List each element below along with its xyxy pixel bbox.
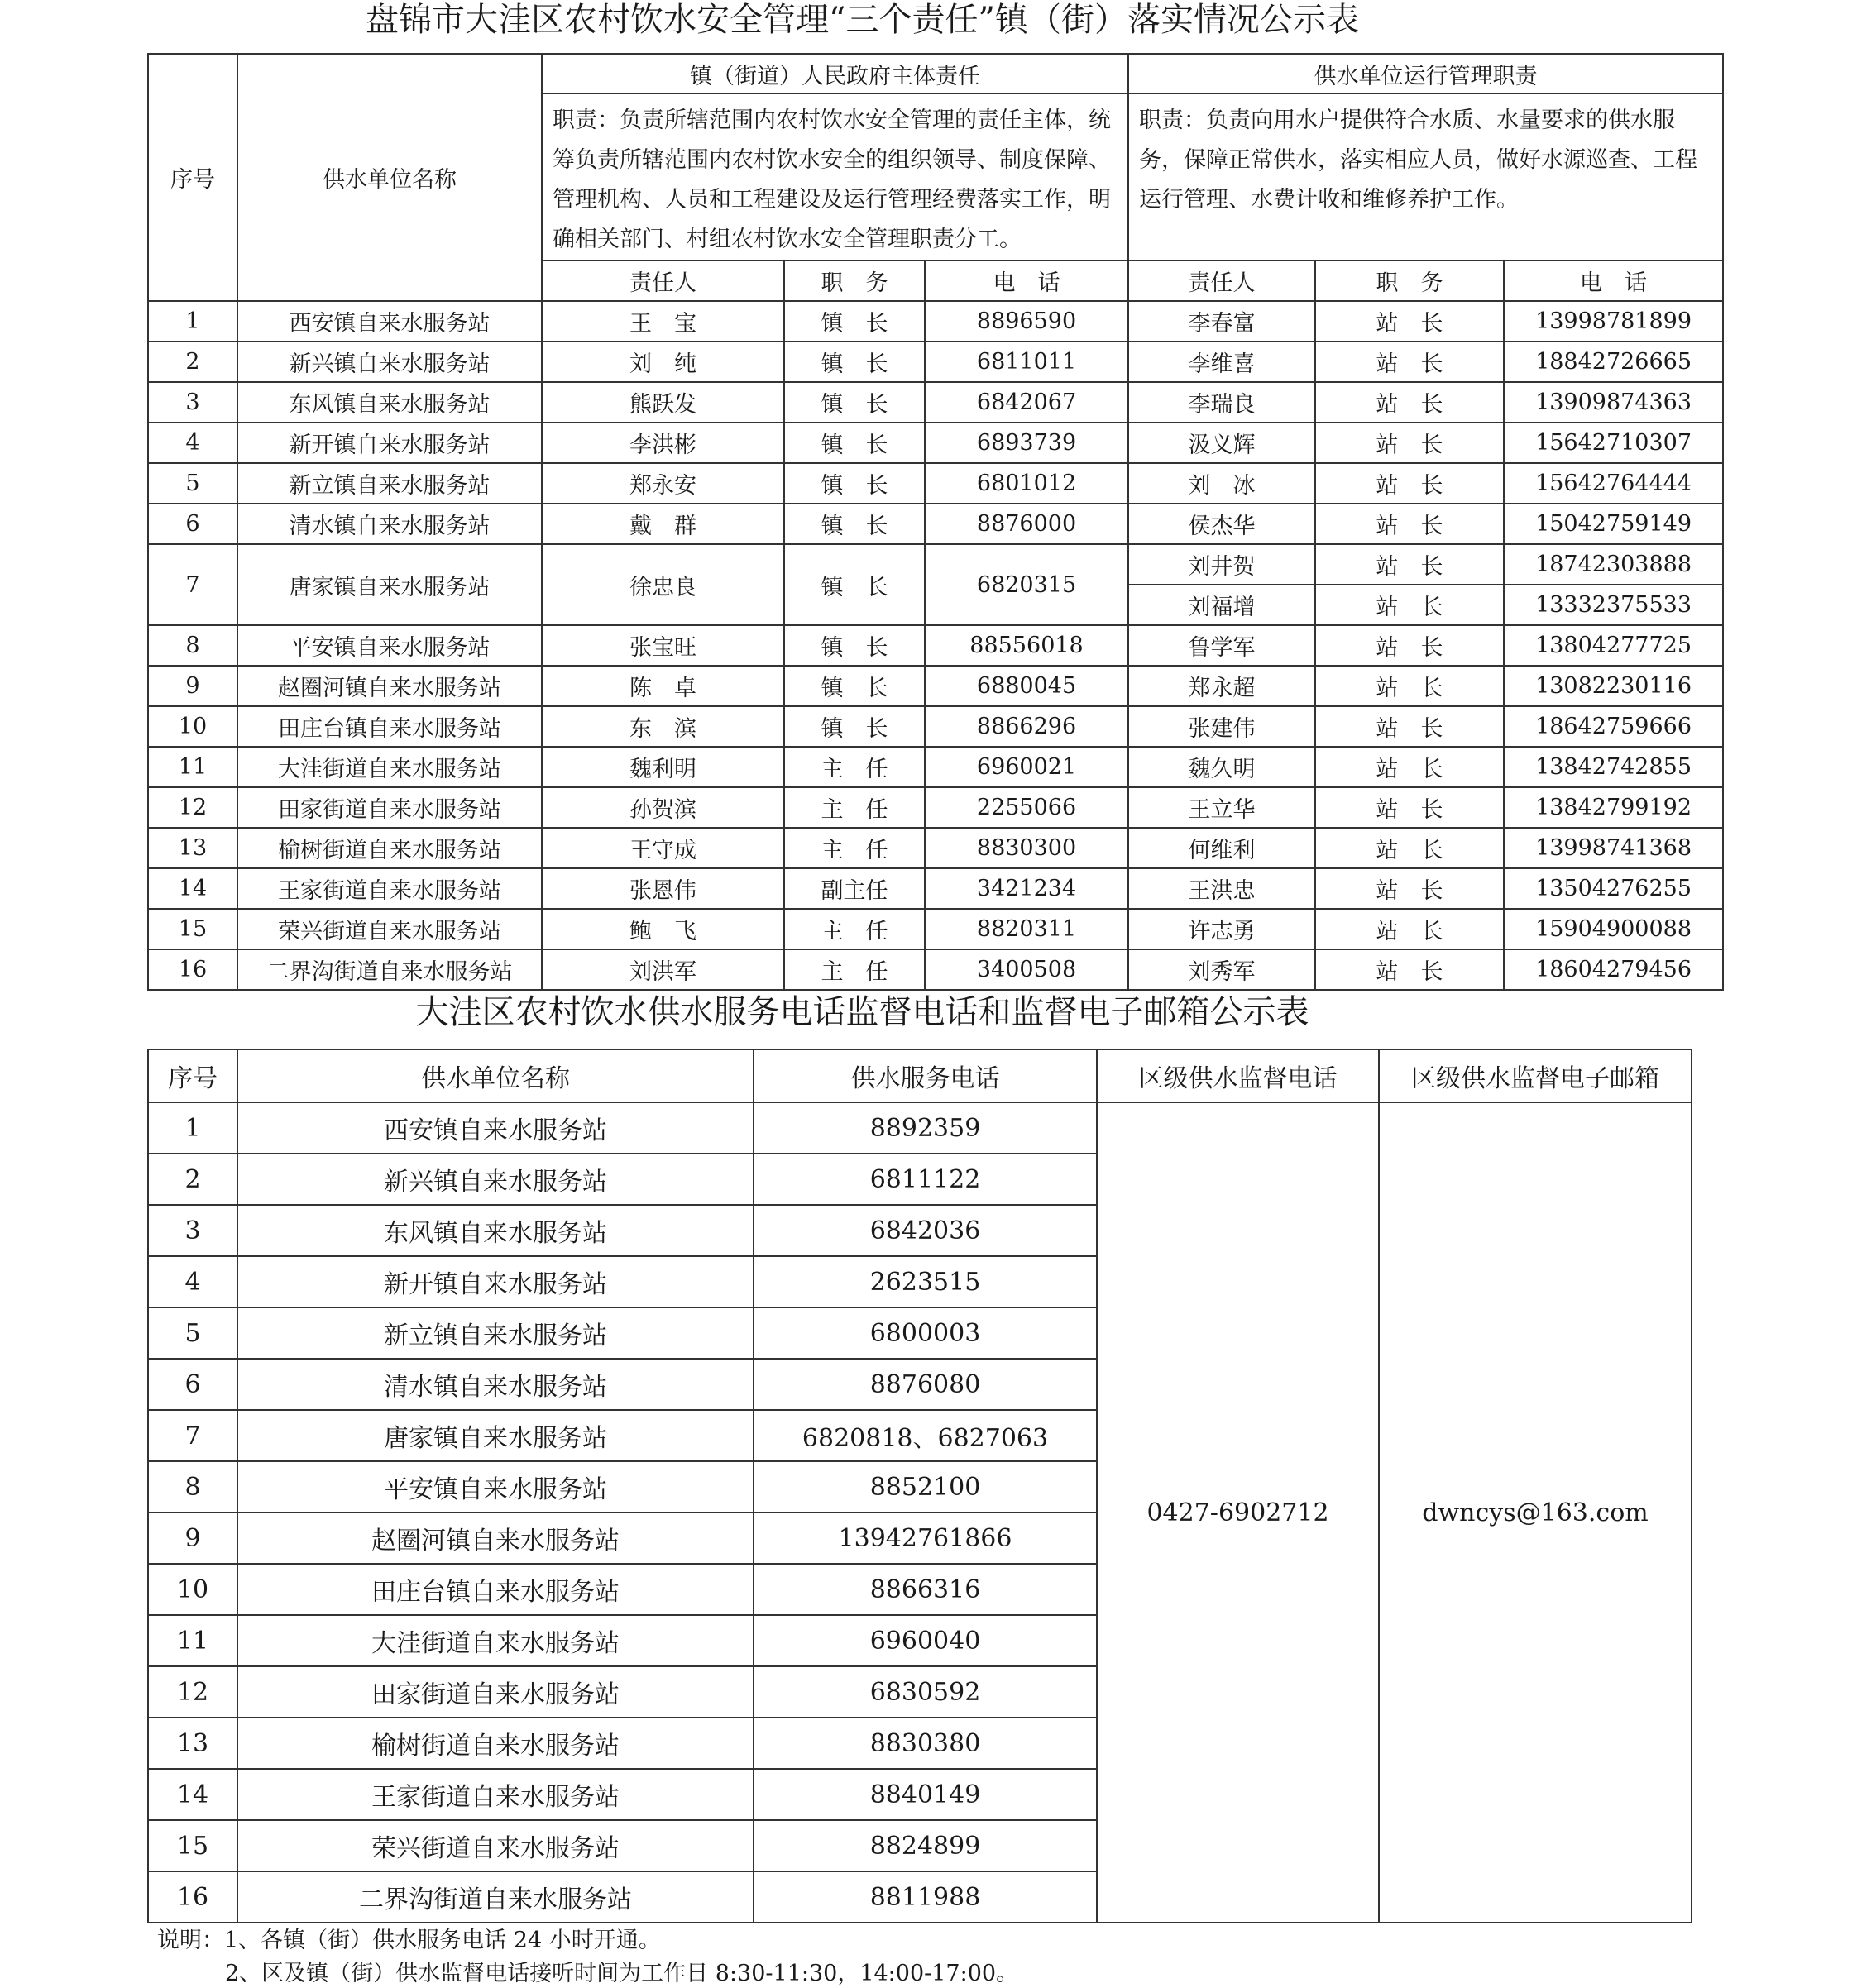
row-supply-title: 站 长	[1315, 909, 1504, 949]
supply-duty-text: 职责：负责向用水户提供符合水质、水量要求的供水服务，保障正常供水，落实相应人员，做好水源巡查、工程运行管理、水费计收和维修养护工作。	[1128, 93, 1723, 260]
header-gov-phone: 电 话	[925, 260, 1128, 301]
row-seq: 13	[148, 828, 237, 868]
row-gov-person: 刘洪军	[542, 949, 784, 990]
row-service-phone: 6811122	[754, 1154, 1097, 1205]
header-gov-title: 职 务	[784, 260, 925, 301]
header-supply-group: 供水单位运行管理职责	[1128, 54, 1723, 93]
row-supply-person: 刘井贺	[1128, 544, 1315, 585]
row-supply-phone: 15042759149	[1504, 504, 1723, 544]
row-gov-title: 副主任	[784, 868, 925, 909]
row-service-phone: 13942761866	[754, 1513, 1097, 1564]
row-gov-person: 戴 群	[542, 504, 784, 544]
row-gov-person: 东 滨	[542, 706, 784, 747]
row-gov-person: 刘 纯	[542, 342, 784, 382]
table-row	[148, 949, 1723, 990]
row-unit-name: 平安镇自来水服务站	[237, 1461, 754, 1513]
row-supply-phone: 18604279456	[1504, 949, 1723, 990]
row-supply-person: 刘福增	[1128, 585, 1315, 625]
row-seq: 4	[148, 423, 237, 463]
gov-duty-text: 职责：负责所辖范围内农村饮水安全管理的责任主体，统筹负责所辖范围内农村饮水安全的组织领导、制度保障、管理机构、人员和工程建设及运行管理经费落实工作，明确相关部门、村组农村饮水安全管理职责分工。	[542, 93, 1128, 260]
row-seq: 15	[148, 1820, 237, 1871]
row-seq: 14	[148, 868, 237, 909]
row-service-phone: 8840149	[754, 1769, 1097, 1820]
row-supply-phone: 18742303888	[1504, 544, 1723, 585]
header-gov-person: 责任人	[542, 260, 784, 301]
row-supply-title: 站 长	[1315, 747, 1504, 787]
row-gov-title: 主 任	[784, 949, 925, 990]
row-gov-person: 李洪彬	[542, 423, 784, 463]
row-gov-phone: 8830300	[925, 828, 1128, 868]
row-seq: 12	[148, 787, 237, 828]
row-supply-title: 站 长	[1315, 544, 1504, 585]
row-unit-name: 荣兴街道自来水服务站	[237, 1820, 754, 1871]
table-row	[148, 463, 1723, 504]
row-seq: 1	[148, 1102, 237, 1154]
header-supervise-email: 区级供水监督电子邮箱	[1379, 1049, 1692, 1102]
header-supply-title: 职 务	[1315, 260, 1504, 301]
supervise-phone: 0427-6902712	[1097, 1102, 1379, 1923]
row-supply-title: 站 长	[1315, 382, 1504, 423]
row-supply-title: 站 长	[1315, 787, 1504, 828]
table-row	[148, 544, 1723, 585]
table-row	[148, 301, 1723, 342]
row-seq: 3	[148, 1205, 237, 1256]
row-supply-person: 侯杰华	[1128, 504, 1315, 544]
row-supply-title: 站 长	[1315, 868, 1504, 909]
row-seq: 9	[148, 666, 237, 706]
row-unit-name: 唐家镇自来水服务站	[237, 544, 542, 625]
row-unit-name: 榆树街道自来水服务站	[237, 1718, 754, 1769]
row-supply-phone: 13332375533	[1504, 585, 1723, 625]
row-service-phone: 8824899	[754, 1820, 1097, 1871]
note-line-1: 说明：1、各镇（街）供水服务电话 24 小时开通。	[157, 1928, 661, 1953]
row-supply-person: 汲义辉	[1128, 423, 1315, 463]
row-gov-title: 镇 长	[784, 504, 925, 544]
row-gov-person: 徐忠良	[542, 544, 784, 625]
row-supply-title: 站 长	[1315, 504, 1504, 544]
row-seq: 4	[148, 1256, 237, 1307]
row-seq: 6	[148, 1359, 237, 1410]
row-supply-title: 站 长	[1315, 666, 1504, 706]
row-gov-phone: 6893739	[925, 423, 1128, 463]
row-supply-phone: 15642710307	[1504, 423, 1723, 463]
row-seq: 16	[148, 949, 237, 990]
row-gov-phone: 6811011	[925, 342, 1128, 382]
header-seq: 序号	[148, 54, 237, 301]
header-supervise-phone: 区级供水监督电话	[1097, 1049, 1379, 1102]
responsibility-table	[147, 53, 1724, 991]
row-seq: 15	[148, 909, 237, 949]
row-unit-name: 东风镇自来水服务站	[237, 382, 542, 423]
row-gov-person: 王守成	[542, 828, 784, 868]
row-gov-title: 镇 长	[784, 301, 925, 342]
row-supply-title: 站 长	[1315, 828, 1504, 868]
row-gov-person: 孙贺滨	[542, 787, 784, 828]
row-service-phone: 8866316	[754, 1564, 1097, 1615]
row-seq: 7	[148, 1410, 237, 1461]
table-row	[148, 787, 1723, 828]
row-supply-person: 何维利	[1128, 828, 1315, 868]
header-seq: 序号	[148, 1049, 237, 1102]
row-unit-name: 田庄台镇自来水服务站	[237, 1564, 754, 1615]
table-row	[148, 423, 1723, 463]
row-supply-phone: 13842799192	[1504, 787, 1723, 828]
row-supply-person: 李瑞良	[1128, 382, 1315, 423]
row-seq: 10	[148, 1564, 237, 1615]
row-unit-name: 王家街道自来水服务站	[237, 868, 542, 909]
row-supply-title: 站 长	[1315, 585, 1504, 625]
row-seq: 9	[148, 1513, 237, 1564]
row-supply-person: 刘秀军	[1128, 949, 1315, 990]
row-gov-phone: 6842067	[925, 382, 1128, 423]
row-gov-title: 镇 长	[784, 706, 925, 747]
table-row	[148, 706, 1723, 747]
row-unit-name: 赵圈河镇自来水服务站	[237, 666, 542, 706]
row-gov-phone: 8876000	[925, 504, 1128, 544]
row-gov-title: 镇 长	[784, 544, 925, 625]
row-supply-person: 郑永超	[1128, 666, 1315, 706]
row-unit-name: 新开镇自来水服务站	[237, 423, 542, 463]
row-gov-title: 镇 长	[784, 625, 925, 666]
row-supply-person: 许志勇	[1128, 909, 1315, 949]
row-gov-phone: 6801012	[925, 463, 1128, 504]
row-supply-person: 魏久明	[1128, 747, 1315, 787]
row-service-phone: 8876080	[754, 1359, 1097, 1410]
row-supply-phone: 13804277725	[1504, 625, 1723, 666]
row-gov-title: 主 任	[784, 909, 925, 949]
header-unit: 供水单位名称	[237, 1049, 754, 1102]
row-seq: 1	[148, 301, 237, 342]
row-seq: 10	[148, 706, 237, 747]
row-seq: 14	[148, 1769, 237, 1820]
row-supply-title: 站 长	[1315, 949, 1504, 990]
row-unit-name: 榆树街道自来水服务站	[237, 828, 542, 868]
service-phone-table	[147, 1049, 1692, 1923]
row-gov-phone: 8820311	[925, 909, 1128, 949]
row-supply-phone: 18842726665	[1504, 342, 1723, 382]
row-unit-name: 新兴镇自来水服务站	[237, 342, 542, 382]
row-gov-title: 主 任	[784, 787, 925, 828]
row-unit-name: 清水镇自来水服务站	[237, 1359, 754, 1410]
row-seq: 8	[148, 1461, 237, 1513]
row-gov-phone: 8896590	[925, 301, 1128, 342]
row-supply-phone: 13998781899	[1504, 301, 1723, 342]
row-unit-name: 东风镇自来水服务站	[237, 1205, 754, 1256]
row-service-phone: 8830380	[754, 1718, 1097, 1769]
table-row	[148, 504, 1723, 544]
row-seq: 3	[148, 382, 237, 423]
row-gov-phone: 6960021	[925, 747, 1128, 787]
table1-title: 盘锦市大洼区农村饮水安全管理“三个责任”镇（街）落实情况公示表	[366, 1, 1359, 39]
header-supply-person: 责任人	[1128, 260, 1315, 301]
row-unit-name: 大洼街道自来水服务站	[237, 747, 542, 787]
row-gov-title: 镇 长	[784, 666, 925, 706]
row-service-phone: 8811988	[754, 1871, 1097, 1923]
row-gov-phone: 88556018	[925, 625, 1128, 666]
row-service-phone: 2623515	[754, 1256, 1097, 1307]
row-unit-name: 荣兴街道自来水服务站	[237, 909, 542, 949]
row-gov-person: 陈 卓	[542, 666, 784, 706]
row-gov-title: 镇 长	[784, 423, 925, 463]
row-unit-name: 西安镇自来水服务站	[237, 1102, 754, 1154]
row-unit-name: 王家街道自来水服务站	[237, 1769, 754, 1820]
row-unit-name: 田家街道自来水服务站	[237, 1666, 754, 1718]
row-gov-phone: 3421234	[925, 868, 1128, 909]
row-seq: 8	[148, 625, 237, 666]
row-seq: 5	[148, 463, 237, 504]
row-seq: 16	[148, 1871, 237, 1923]
row-supply-person: 王洪忠	[1128, 868, 1315, 909]
row-gov-phone: 6820315	[925, 544, 1128, 625]
row-supply-person: 王立华	[1128, 787, 1315, 828]
row-seq: 5	[148, 1307, 237, 1359]
row-unit-name: 唐家镇自来水服务站	[237, 1410, 754, 1461]
row-seq: 13	[148, 1718, 237, 1769]
row-gov-person: 熊跃发	[542, 382, 784, 423]
table-row	[148, 828, 1723, 868]
row-gov-person: 鲍 飞	[542, 909, 784, 949]
row-supply-phone: 13909874363	[1504, 382, 1723, 423]
row-gov-person: 魏利明	[542, 747, 784, 787]
row-service-phone: 6842036	[754, 1205, 1097, 1256]
row-gov-person: 张宝旺	[542, 625, 784, 666]
table-row	[148, 625, 1723, 666]
row-unit-name: 平安镇自来水服务站	[237, 625, 542, 666]
row-supply-phone: 13082230116	[1504, 666, 1723, 706]
row-gov-title: 主 任	[784, 828, 925, 868]
row-service-phone: 6820818、6827063	[754, 1410, 1097, 1461]
row-seq: 2	[148, 1154, 237, 1205]
row-unit-name: 二界沟街道自来水服务站	[237, 949, 542, 990]
row-unit-name: 清水镇自来水服务站	[237, 504, 542, 544]
row-supply-title: 站 长	[1315, 625, 1504, 666]
row-unit-name: 新立镇自来水服务站	[237, 1307, 754, 1359]
row-gov-title: 镇 长	[784, 342, 925, 382]
row-unit-name: 西安镇自来水服务站	[237, 301, 542, 342]
row-supply-title: 站 长	[1315, 463, 1504, 504]
table-row	[148, 666, 1723, 706]
row-supply-person: 李维喜	[1128, 342, 1315, 382]
row-service-phone: 8892359	[754, 1102, 1097, 1154]
row-unit-name: 田庄台镇自来水服务站	[237, 706, 542, 747]
table-row	[148, 342, 1723, 382]
supervise-email: dwncys@163.com	[1379, 1102, 1692, 1923]
row-supply-person: 刘 冰	[1128, 463, 1315, 504]
row-gov-phone: 8866296	[925, 706, 1128, 747]
row-supply-phone: 15642764444	[1504, 463, 1723, 504]
row-service-phone: 6830592	[754, 1666, 1097, 1718]
row-seq: 6	[148, 504, 237, 544]
table-row	[148, 382, 1723, 423]
row-gov-phone: 6880045	[925, 666, 1128, 706]
row-unit-name: 大洼街道自来水服务站	[237, 1615, 754, 1666]
row-seq: 11	[148, 747, 237, 787]
row-unit-name: 二界沟街道自来水服务站	[237, 1871, 754, 1923]
row-supply-person: 李春富	[1128, 301, 1315, 342]
row-service-phone: 6960040	[754, 1615, 1097, 1666]
table-row	[148, 1102, 1692, 1154]
row-seq: 11	[148, 1615, 237, 1666]
table-row	[148, 868, 1723, 909]
row-gov-title: 镇 长	[784, 382, 925, 423]
note-line-2: 2、区及镇（街）供水监督电话接听时间为工作日 8:30-11:30，14:00-17:00。	[225, 1961, 1019, 1986]
header-unit: 供水单位名称	[237, 54, 542, 301]
row-supply-phone: 13842742855	[1504, 747, 1723, 787]
row-unit-name: 新兴镇自来水服务站	[237, 1154, 754, 1205]
row-seq: 7	[148, 544, 237, 625]
table2-title: 大洼区农村饮水供水服务电话监督电话和监督电子邮箱公示表	[415, 993, 1309, 1031]
row-supply-title: 站 长	[1315, 706, 1504, 747]
row-gov-person: 王 宝	[542, 301, 784, 342]
row-service-phone: 8852100	[754, 1461, 1097, 1513]
row-supply-person: 鲁学军	[1128, 625, 1315, 666]
header-service-phone: 供水服务电话	[754, 1049, 1097, 1102]
row-supply-phone: 13998741368	[1504, 828, 1723, 868]
row-unit-name: 田家街道自来水服务站	[237, 787, 542, 828]
row-gov-person: 郑永安	[542, 463, 784, 504]
table-row	[148, 909, 1723, 949]
row-unit-name: 新开镇自来水服务站	[237, 1256, 754, 1307]
header-gov-group: 镇（街道）人民政府主体责任	[542, 54, 1128, 93]
row-gov-phone: 2255066	[925, 787, 1128, 828]
row-supply-phone: 13504276255	[1504, 868, 1723, 909]
row-gov-person: 张恩伟	[542, 868, 784, 909]
row-supply-phone: 18642759666	[1504, 706, 1723, 747]
row-supply-person: 张建伟	[1128, 706, 1315, 747]
row-service-phone: 6800003	[754, 1307, 1097, 1359]
header-supply-phone: 电 话	[1504, 260, 1723, 301]
row-supply-title: 站 长	[1315, 342, 1504, 382]
row-seq: 2	[148, 342, 237, 382]
row-unit-name: 新立镇自来水服务站	[237, 463, 542, 504]
row-gov-phone: 3400508	[925, 949, 1128, 990]
table-row	[148, 747, 1723, 787]
row-seq: 12	[148, 1666, 237, 1718]
row-supply-title: 站 长	[1315, 423, 1504, 463]
row-gov-title: 主 任	[784, 747, 925, 787]
row-supply-title: 站 长	[1315, 301, 1504, 342]
row-gov-title: 镇 长	[784, 463, 925, 504]
row-supply-phone: 15904900088	[1504, 909, 1723, 949]
row-unit-name: 赵圈河镇自来水服务站	[237, 1513, 754, 1564]
